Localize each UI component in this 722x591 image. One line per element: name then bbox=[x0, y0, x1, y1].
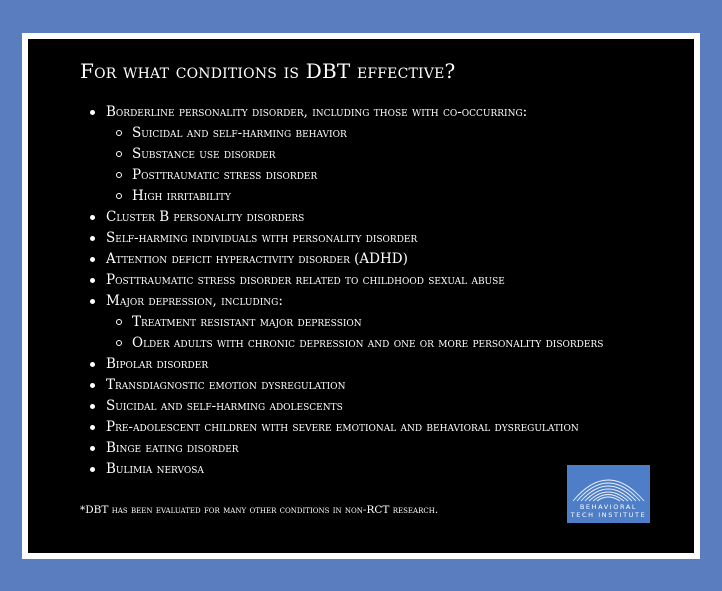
logo-line-2: TECH INSTITUTE bbox=[570, 511, 647, 519]
bullet-icon bbox=[90, 383, 95, 388]
bullet-icon bbox=[90, 299, 95, 304]
circle-bullet-icon bbox=[116, 151, 122, 157]
logo-line-1: BEHAVIORAL bbox=[579, 503, 638, 511]
list-item-text: Posttraumatic stress disorder bbox=[132, 167, 318, 183]
circle-bullet-icon bbox=[116, 340, 122, 346]
list-item-text: Self-harming individuals with personality disorder bbox=[106, 230, 418, 246]
bullet-icon bbox=[90, 425, 95, 430]
circle-bullet-icon bbox=[116, 193, 122, 199]
list-item-text: Suicidal and self-harming behavior bbox=[132, 125, 347, 141]
list-item-text: Borderline personality disorder, including those with co-occurring: bbox=[106, 104, 528, 120]
circle-bullet-icon bbox=[116, 172, 122, 178]
content-panel bbox=[28, 39, 694, 553]
bullet-icon bbox=[90, 362, 95, 367]
list-item-text: Binge eating disorder bbox=[106, 440, 239, 456]
bullet-icon bbox=[90, 404, 95, 409]
bullet-icon bbox=[90, 257, 95, 262]
list-item-text: Treatment resistant major depression bbox=[132, 314, 362, 330]
list-item-text: High irritability bbox=[132, 188, 231, 204]
list-item-text: Substance use disorder bbox=[132, 146, 276, 162]
list-item-text: Suicidal and self-harming adolescents bbox=[106, 398, 343, 414]
bullet-icon bbox=[90, 215, 95, 220]
page-title: For what conditions is DBT effective? bbox=[80, 59, 456, 83]
bullet-icon bbox=[90, 278, 95, 283]
circle-bullet-icon bbox=[116, 319, 122, 325]
bullet-icon bbox=[90, 110, 95, 115]
list-item-text: Older adults with chronic depression and one or more personality disorders bbox=[132, 335, 604, 351]
bullet-icon bbox=[90, 236, 95, 241]
footnote: *DBT has been evaluated for many other conditions in non-RCT research. bbox=[80, 504, 439, 516]
list-item-text: Pre-adolescent children with severe emotional and behavioral dysregulation bbox=[106, 419, 579, 435]
bullet-icon bbox=[90, 446, 95, 451]
list-item-text: Transdiagnostic emotion dysregulation bbox=[106, 377, 346, 393]
list-item-text: Attention deficit hyperactivity disorder (ADHD) bbox=[106, 251, 408, 267]
circle-bullet-icon bbox=[116, 130, 122, 136]
behavioral-tech-logo bbox=[567, 465, 650, 523]
list-item-text: Bipolar disorder bbox=[106, 356, 209, 372]
list-item-text: Posttraumatic stress disorder related to childhood sexual abuse bbox=[106, 272, 505, 288]
list-item-text: Major depression, including: bbox=[106, 293, 283, 309]
bullet-icon bbox=[90, 467, 95, 472]
list-item-text: Bulimia nervosa bbox=[106, 461, 204, 477]
list-item-text: Cluster B personality disorders bbox=[106, 209, 305, 225]
